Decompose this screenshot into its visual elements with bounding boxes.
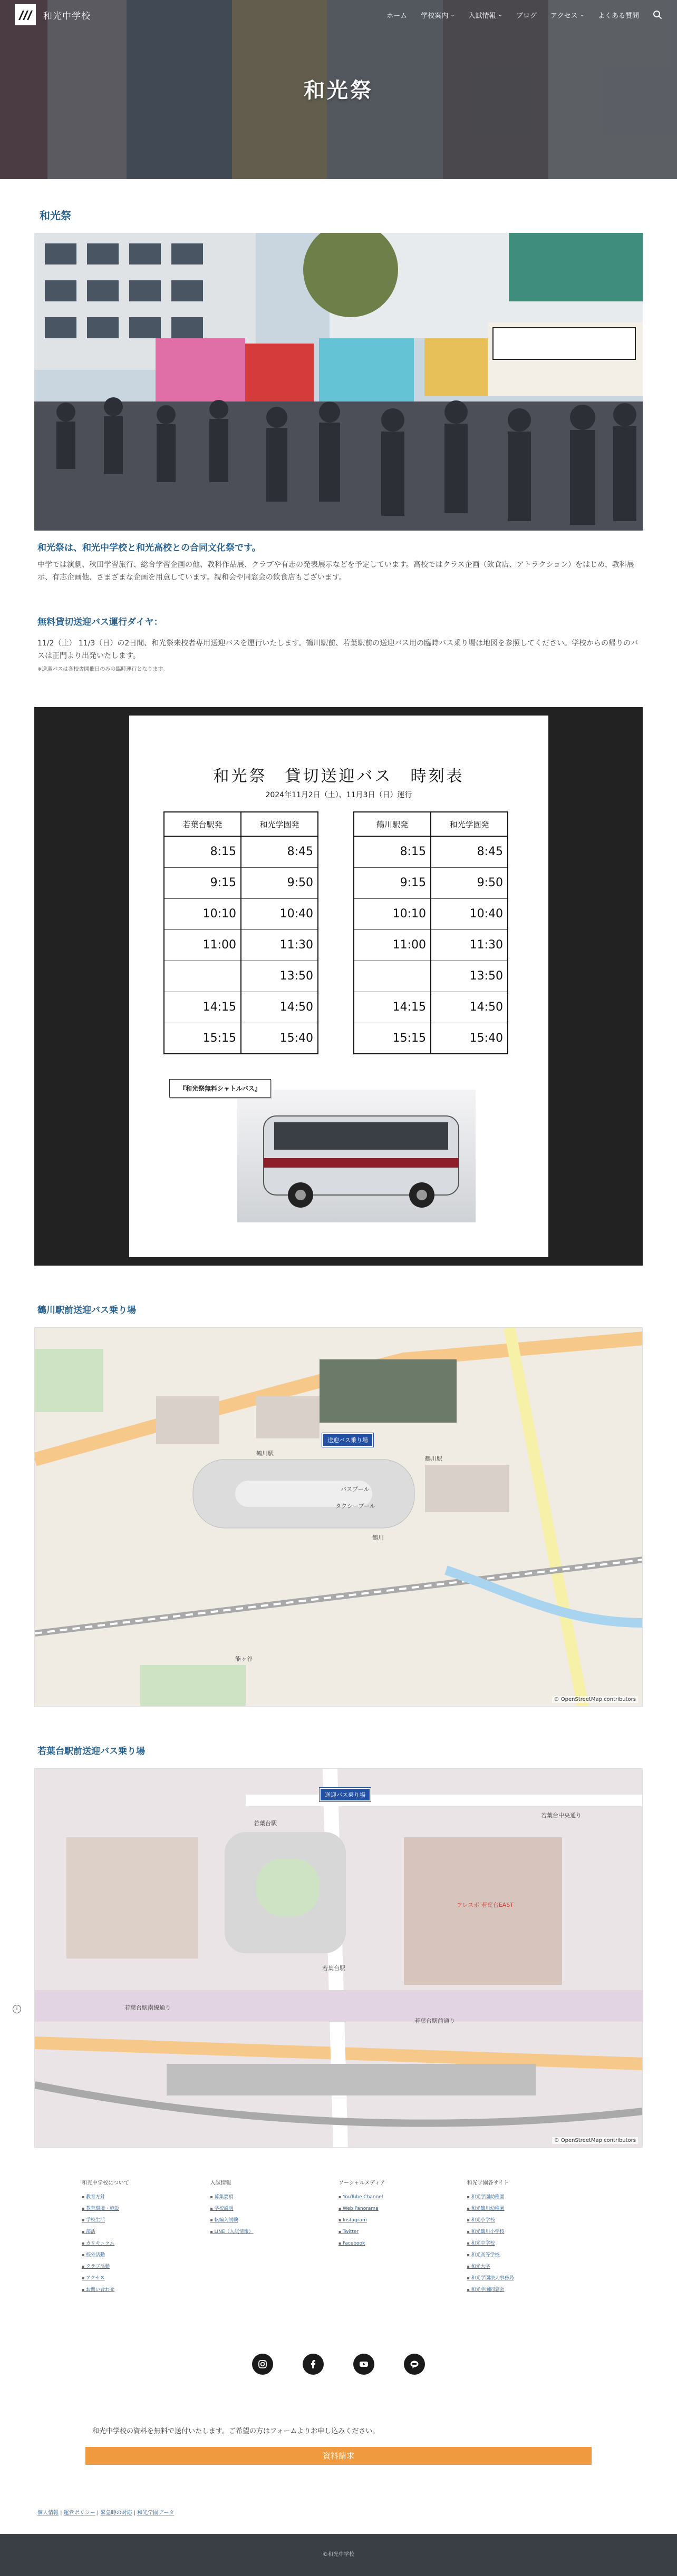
table-cell [164, 961, 241, 992]
footer-link[interactable]: ▪ 教育方針 [82, 2191, 210, 2203]
footer-link[interactable]: ▪ LINE（入試情報） [210, 2226, 339, 2238]
table-row [164, 898, 318, 929]
nav-item-faq[interactable] [598, 10, 639, 20]
map-label: 鶴川 [372, 1534, 384, 1541]
table-header: 和光学園発 [431, 812, 508, 836]
bus-illustration [237, 1090, 476, 1222]
table-row [354, 992, 508, 1023]
footer-column-group-sites [467, 2178, 596, 2296]
section-title: 和光祭 [40, 209, 71, 222]
map-attribution[interactable]: © OpenStreetMap contributors [552, 2137, 638, 2144]
table-cell: 8:45 [431, 836, 508, 867]
footer-link[interactable]: ▪ Twitter [338, 2226, 467, 2238]
bus-schedule-description: 11/2（土） 11/3（日）の2日間、和光祭来校者専用送迎バスを運行いたします。鶴川駅前、若葉駅前の送迎バス用の臨時バス乗り場は地図を参照してください。学校からの帰りのバスは正門より出発いたします。 [37, 639, 639, 660]
copyright-text: ©和光中学校 [323, 2552, 354, 2558]
footer-link[interactable]: ▪ 和光大学 [467, 2261, 596, 2273]
festival-lead: 和光祭は、和光中学校と和光高校との合同文化祭です。 [37, 543, 261, 553]
bus-schedule-heading: 無料貸切送迎バス運行ダイヤ： [37, 617, 163, 628]
shuttle-bus-image [237, 1090, 476, 1222]
instagram-icon[interactable] [252, 2354, 273, 2375]
line-icon[interactable] [404, 2354, 425, 2375]
map-wakabadai[interactable] [34, 1768, 643, 2148]
table-cell [354, 961, 431, 992]
table-row [354, 867, 508, 898]
footer-link[interactable]: ▪ Instagram [338, 2215, 467, 2226]
footer-link-columns [34, 2178, 643, 2296]
footer-link[interactable]: ▪ 和光学園法人事務局 [467, 2273, 596, 2284]
logo-icon [15, 4, 36, 25]
table-cell: 14:50 [431, 992, 508, 1023]
footer-link[interactable]: ▪ 和光小学校 [467, 2215, 596, 2226]
table-cell: 10:10 [164, 898, 241, 929]
table-row [354, 1023, 508, 1054]
table-cell: 9:15 [164, 867, 241, 898]
map-wakabadai-graphic [35, 1769, 643, 2148]
bus-stop-marker[interactable]: 送迎バス乗り場 [320, 1788, 371, 1801]
search-icon[interactable] [653, 10, 662, 19]
table-row [354, 836, 508, 867]
timetable-tsurukawa [353, 811, 508, 1054]
footer-link[interactable]: ▪ 和光高等学校 [467, 2249, 596, 2261]
timetable-date: 2024年11月2日（土）、11月3日（日）運行 [265, 791, 412, 799]
footer-link[interactable]: ▪ 和光鶴川幼稚園 [467, 2203, 596, 2215]
timetable-title: 和光祭 貸切送迎バス 時刻表 [213, 767, 465, 786]
site-footer [0, 2178, 677, 2576]
footer-link[interactable]: ▪ お問い合わせ [82, 2284, 210, 2296]
table-cell: 9:15 [354, 867, 431, 898]
table-cell: 14:50 [241, 992, 318, 1023]
table-cell: 10:40 [431, 898, 508, 929]
table-cell: 8:15 [354, 836, 431, 867]
chevron-down-icon: ⌄ [450, 12, 455, 18]
table-cell: 15:15 [354, 1023, 431, 1054]
shuttle-bus-label: 『和光祭無料シャトルバス』 [169, 1079, 271, 1098]
table-cell: 10:40 [241, 898, 318, 929]
table-header: 若葉台駅発 [164, 812, 241, 836]
nav-label: 学校案内 [421, 12, 449, 20]
footer-link[interactable]: ▪ アクセス [82, 2273, 210, 2284]
nav-label: よくある質問 [597, 12, 639, 20]
footer-link[interactable]: ▪ 教育環境・施設 [82, 2203, 210, 2215]
table-row [354, 961, 508, 992]
legal-link-privacy[interactable]: 個人情報 [37, 2510, 59, 2516]
map-label: 若葉台駅 [254, 1820, 277, 1827]
table-cell: 15:15 [164, 1023, 241, 1054]
youtube-icon[interactable] [353, 2354, 374, 2375]
map-label: 鶴川駅 [256, 1450, 274, 1457]
footer-column-social [338, 2178, 467, 2296]
facebook-icon[interactable] [303, 2354, 324, 2375]
table-header: 鶴川駅発 [354, 812, 431, 836]
copyright-bar [0, 2534, 677, 2576]
footer-link[interactable]: ▪ 転編入試験 [210, 2215, 339, 2226]
nav-item-home[interactable] [386, 10, 407, 20]
map-tsurukawa[interactable] [34, 1327, 643, 1707]
page-title: 和光祭 [304, 79, 373, 103]
table-row [164, 1023, 318, 1054]
footer-column-title: 和光学園各サイト [467, 2180, 509, 2186]
table-row [354, 929, 508, 961]
footer-link[interactable]: ▪ 校外活動 [82, 2249, 210, 2261]
timetable-image [34, 707, 643, 1266]
top-navigation-bar [0, 0, 677, 30]
map-label: 若葉台駅 [322, 1965, 345, 1972]
legal-link-data[interactable]: 和光学園データ [137, 2510, 175, 2516]
table-row [354, 898, 508, 929]
map-label: バスプール [341, 1486, 370, 1493]
festival-photo-illustration [34, 233, 643, 531]
footer-link[interactable]: ▪ クラブ活動 [82, 2261, 210, 2273]
footer-link[interactable]: ▪ 学校生活 [82, 2215, 210, 2226]
info-icon[interactable]: i [13, 2005, 21, 2013]
footer-link[interactable]: ▪ 和光学園幼稚園 [467, 2191, 596, 2203]
footer-link[interactable]: ▪ 和光鶴川小学校 [467, 2226, 596, 2238]
hero-banner [0, 0, 677, 179]
footer-column-title: 和光中学校について [82, 2180, 129, 2186]
table-cell: 9:50 [431, 867, 508, 898]
footer-link[interactable]: ▪ 和光学園同窓会 [467, 2284, 596, 2296]
map-label: 若葉台中央通り [541, 1812, 582, 1819]
table-header: 和光学園発 [241, 812, 318, 836]
table-row [164, 836, 318, 867]
chevron-down-icon: ⌄ [498, 12, 502, 18]
social-links [0, 2354, 677, 2375]
table-cell: 13:50 [241, 961, 318, 992]
legal-links: 個人情報 | 運営ポリシー | 緊急時の対応 | 和光学園データ [37, 2510, 175, 2516]
table-cell: 9:50 [241, 867, 318, 898]
table-cell: 11:30 [431, 929, 508, 961]
table-cell: 8:45 [241, 836, 318, 867]
timetable-wakabadai [163, 811, 318, 1054]
site-name: 和光中学校 [43, 11, 91, 22]
chevron-down-icon: ⌄ [579, 12, 584, 18]
map-label: タクシープール [335, 1503, 375, 1510]
table-cell: 15:40 [241, 1023, 318, 1054]
map-heading-tsurukawa: 鶴川駅前送迎バス乗り場 [37, 1305, 136, 1316]
footer-link[interactable]: ▪ 学校説明 [210, 2203, 339, 2215]
table-row [164, 929, 318, 961]
table-cell: 13:50 [431, 961, 508, 992]
footer-link[interactable]: ▪ YouTube Channel [338, 2191, 467, 2203]
map-attribution[interactable]: © OpenStreetMap contributors [552, 1696, 638, 1703]
table-row [164, 961, 318, 992]
table-row [164, 867, 318, 898]
bus-schedule-note: ※送迎バスは各校舎開催日のみの臨時運行となります。 [37, 667, 168, 672]
table-cell: 15:40 [431, 1023, 508, 1054]
footer-column-title: 入試情報 [210, 2180, 231, 2186]
footer-link[interactable]: ▪ Facebook [338, 2238, 467, 2249]
map-label: 若葉台駅南線通り [124, 2004, 171, 2011]
main-content [34, 179, 643, 2148]
footer-column-about [82, 2178, 210, 2296]
table-cell: 11:30 [241, 929, 318, 961]
nav-item-admissions[interactable] [469, 10, 502, 20]
site-logo[interactable] [15, 4, 91, 25]
table-row [164, 992, 318, 1023]
table-cell: 11:00 [164, 929, 241, 961]
nav-label: ホーム [386, 12, 408, 20]
legal-link-policy[interactable]: 運営ポリシー [63, 2510, 95, 2516]
footer-link[interactable]: ▪ 募集要項 [210, 2191, 339, 2203]
timetable-sheet [129, 716, 548, 1257]
footer-link[interactable]: ▪ Web Panorama [338, 2203, 467, 2215]
nav-item-blog[interactable] [516, 10, 537, 20]
map-label: 若葉台駅前通り [414, 2017, 455, 2024]
map-label: 鶴川駅 [425, 1455, 442, 1462]
festival-photo [34, 233, 643, 531]
map-label: フレスポ 若葉台EAST [457, 1902, 514, 1908]
nav-item-school-info[interactable] [421, 10, 454, 20]
map-heading-wakabadai: 若葉台駅前送迎バス乗り場 [37, 1746, 145, 1757]
document-request-button[interactable]: 資料請求 [85, 2447, 592, 2465]
table-cell: 14:15 [354, 992, 431, 1023]
table-cell: 10:10 [354, 898, 431, 929]
legal-link-emergency[interactable]: 緊急時の対応 [100, 2510, 132, 2516]
nav-label: 入試情報 [468, 12, 496, 20]
footer-link[interactable]: ▪ 和光中学校 [467, 2238, 596, 2249]
map-label: 能ヶ谷 [235, 1656, 253, 1662]
bus-stop-marker[interactable]: 送迎バス乗り場 [322, 1433, 373, 1447]
table-cell: 8:15 [164, 836, 241, 867]
footer-link[interactable]: ▪ カリキュラム [82, 2238, 210, 2249]
table-cell: 14:15 [164, 992, 241, 1023]
table-cell: 11:00 [354, 929, 431, 961]
footer-column-title: ソーシャルメディア [338, 2180, 385, 2186]
festival-description: 中学では演劇、秋田学習旅行、総合学習企画の他、教科作品展、クラブや有志の発表展示などを予定しています。高校ではクラス企画（飲食店、アトラクション）をはじめ、教科展示、有志企画他、さまざまな企画を用意しています。親和会や同窓会の飲食店もございます。 [37, 561, 634, 582]
nav-label: ブログ [516, 12, 537, 20]
nav-item-access[interactable] [550, 10, 584, 20]
map-tsurukawa-graphic [35, 1328, 643, 1707]
footer-link[interactable]: ▪ 部活 [82, 2226, 210, 2238]
footer-column-admissions [210, 2178, 339, 2296]
nav-label: アクセス [550, 12, 578, 20]
main-nav [386, 10, 662, 20]
document-request-text: 和光中学校の資料を無料で送付いたします。ご希望の方はフォームよりお申し込みください。 [92, 2427, 380, 2435]
